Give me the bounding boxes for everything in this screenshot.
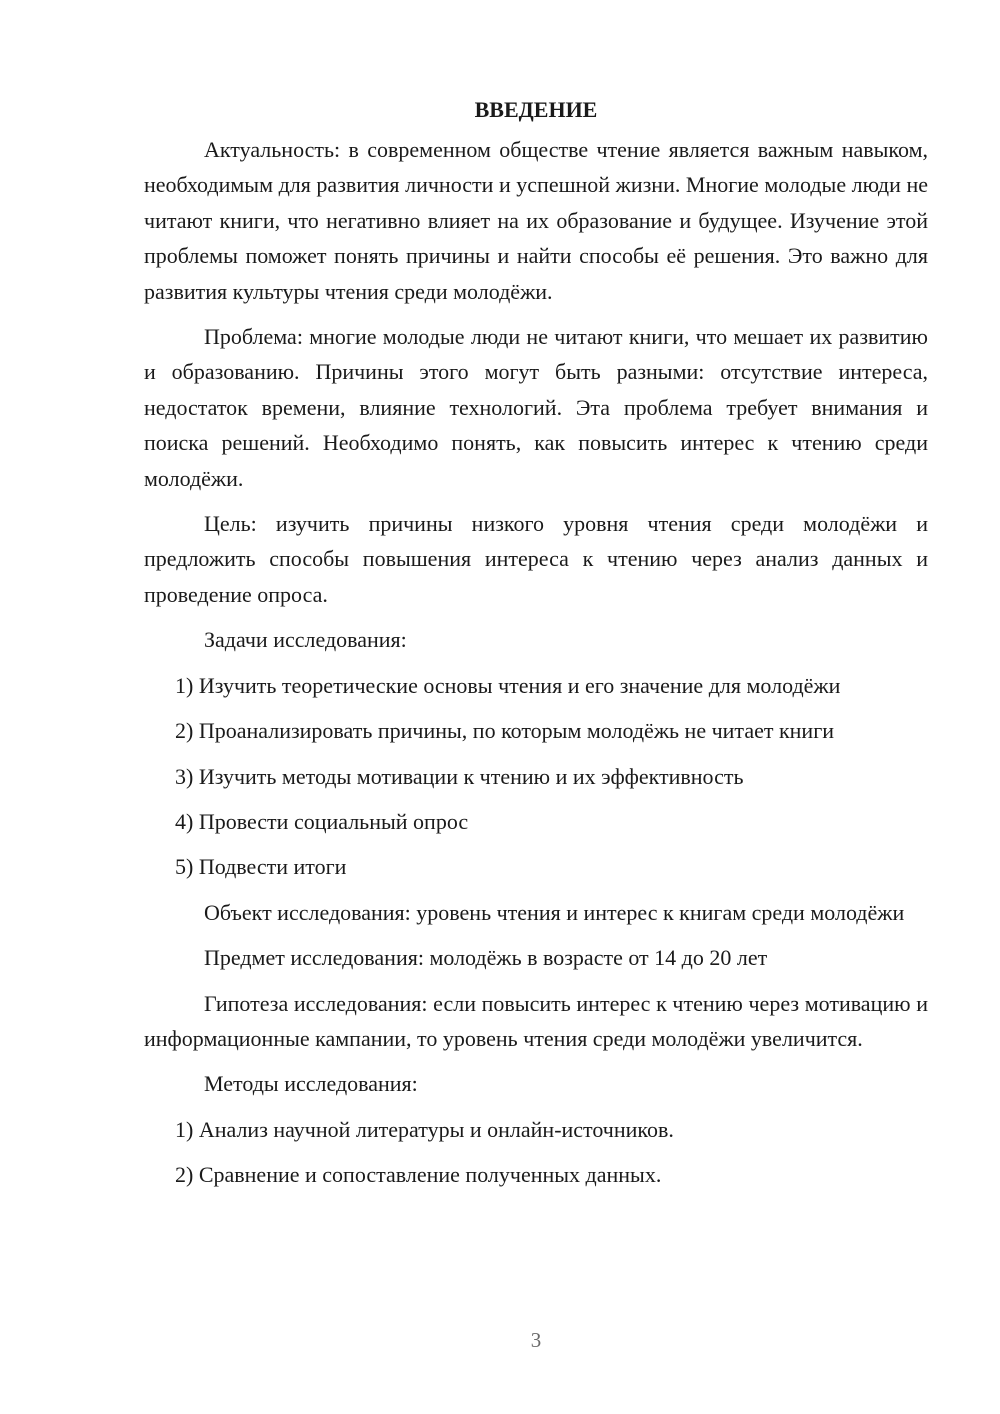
section-heading: ВВЕДЕНИЕ: [474, 97, 598, 122]
problem-paragraph: Проблема: многие молодые люди не читают книги, что мешает их развитию и образованию. Причины этого могут быть разными: отсутствие интереса, недостаток времени, влияние технологий. Эта проблема требует внимания и поиска решений. Необходимо понять, как повысить интерес к чтению среди молодёжи.: [144, 324, 928, 491]
list-item: 5) Подвести итоги: [175, 854, 347, 880]
tasks-list: [144, 668, 928, 885]
list-item: 4) Провести социальный опрос: [175, 808, 469, 834]
list-item: 1) Анализ научной литературы и онлайн-источников.: [175, 1116, 674, 1142]
list-item: 3) Изучить методы мотивации к чтению и их эффективность: [175, 763, 744, 789]
list-item: 2) Проанализировать причины, по которым молодёжь не читает книги: [175, 718, 834, 744]
page-number: 3: [530, 1328, 542, 1352]
relevance-paragraph: Актуальность: в современном обществе чтение является важным навыком, необходимым для развития личности и успешной жизни. Многие молодые люди не читают книги, что негативно влияет на их образование и будущее. Изучение этой проблемы поможет понять причины и найти способы её решения. Это важно для развития культуры чтения среди молодёжи.: [144, 137, 928, 304]
tasks-heading: Задачи исследования:: [204, 627, 407, 653]
hypothesis-paragraph: Гипотеза исследования: если повысить интерес к чтению через мотивацию и информационные кампании, то уровень чтения среди молодёжи увеличится.: [144, 990, 928, 1051]
methods-list: [144, 1112, 928, 1193]
list-item: 2) Сравнение и сопоставление полученных данных.: [175, 1162, 662, 1188]
goal-paragraph: Цель: изучить причины низкого уровня чтения среди молодёжи и предложить способы повышения интереса к чтению через анализ данных и проведение опроса.: [144, 511, 928, 607]
object-paragraph: Объект исследования: уровень чтения и интерес к книгам среди молодёжи: [204, 899, 905, 925]
subject-paragraph: Предмет исследования: молодёжь в возрасте от 14 до 20 лет: [204, 945, 768, 971]
document-page: [144, 92, 928, 1203]
list-item: 1) Изучить теоретические основы чтения и его значение для молодёжи: [175, 672, 841, 698]
methods-heading: Методы исследования:: [204, 1071, 418, 1097]
